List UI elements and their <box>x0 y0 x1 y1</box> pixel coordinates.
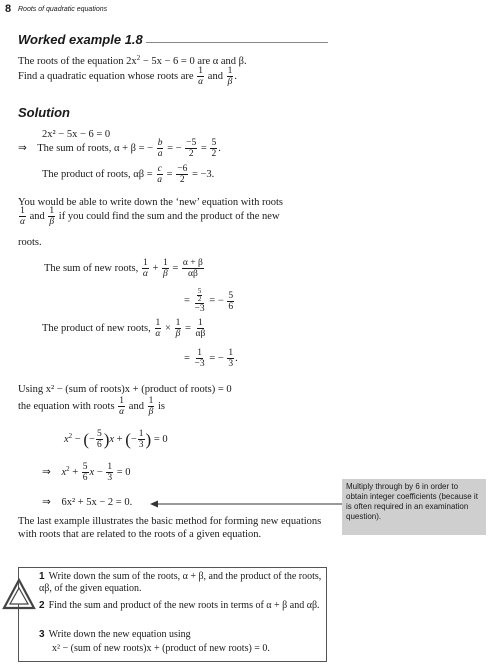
paragraph-2: The last example illustrates the basic method for forming new equations with roots that are related to the roots of a given equation. <box>18 516 322 540</box>
final-equation: ⇒ 6x² + 5x − 2 = 0. <box>42 497 133 508</box>
method-step-1: 1 Write down the sum of the roots, α + β, and the product of the roots, αβ, of the given equation. <box>39 571 322 594</box>
method-step-3-formula: x² − (sum of new roots)x + (product of new roots) = 0. <box>52 643 270 654</box>
method-step-2: 2 Find the sum and product of the new roots in terms of α + β and αβ. <box>39 600 320 611</box>
sum-of-new-roots-value: = $\frac{\frac{5}{2}}{-3}$ = − $\frac{5}{6}$ <box>184 287 234 314</box>
equation-with-new-roots: the equation with roots $\frac{1}{\alpha}$ and $\frac{1}{\beta}$ is <box>18 396 165 417</box>
product-of-new-roots-value: = $\frac{1}{-3}$ = − $\frac{1}{3}$ . <box>184 348 238 369</box>
product-of-roots: The product of roots, αβ = $\frac{c}{a}$ = $\frac{-6}{2}$ = −3. <box>42 164 215 185</box>
paragraph-1-line-2: $\frac{1}{\alpha}$ and $\frac{1}{\beta}$ if you could find the sum and the product of the new <box>20 206 280 227</box>
paragraph-1: You would be able to write down the ‘new’ equation with roots <box>18 197 283 208</box>
margin-note: Multiply through by 6 in order to obtain integer coefficients (because it is often required in an examination question). <box>342 479 486 535</box>
running-title: Roots of quadratic equations <box>18 6 108 13</box>
paragraph-1-line-3: roots. <box>18 237 42 248</box>
worked-example-title: Worked example 1.8 <box>18 32 143 47</box>
product-of-new-roots: The product of new roots, $\frac{1}{\alpha}$ × $\frac{1}{\beta}$ = $\frac{1}{\alpha\beta}$ <box>42 318 206 339</box>
arrow-to-note <box>150 498 342 510</box>
sum-of-new-roots: The sum of new roots, $\frac{1}{\alpha}$ + $\frac{1}{\beta}$ = $\frac{\alpha + \beta}{\alpha\beta}$ <box>44 258 203 279</box>
solution-heading: Solution <box>18 105 70 120</box>
using-formula: Using x² − (sum of roots)x + (product of roots) = 0 <box>18 384 232 395</box>
new-equation-step-1: $x^2$ − (− $\frac{5}{6}$ )x + (− $\frac{1}{3}$ ) = 0 <box>64 429 168 450</box>
method-step-3: 3 Write down the new equation using <box>39 629 191 640</box>
equation-given: 2x² − 5x − 6 = 0 <box>42 129 111 140</box>
new-equation-step-2: ⇒ $x^2$ + $\frac{5}{6}$ x − $\frac{1}{3}$ = 0 <box>42 462 131 483</box>
question-line-1: The roots of the equation $2x^2 - 5x - 6 = 0$ are α and β. <box>18 54 247 67</box>
page-number: 8 <box>5 3 12 15</box>
question-line-2: Find a quadratic equation whose roots are $\frac{1}{\alpha}$ and $\frac{1}{\beta}$ . <box>18 66 237 87</box>
key-point-icon <box>2 578 36 612</box>
sum-of-roots: ⇒ The sum of roots, α + β = − $\frac{b}{a}$ = − $\frac{-5}{2}$ = $\frac{5}{2}$ . <box>18 138 221 159</box>
title-rule <box>146 42 328 43</box>
